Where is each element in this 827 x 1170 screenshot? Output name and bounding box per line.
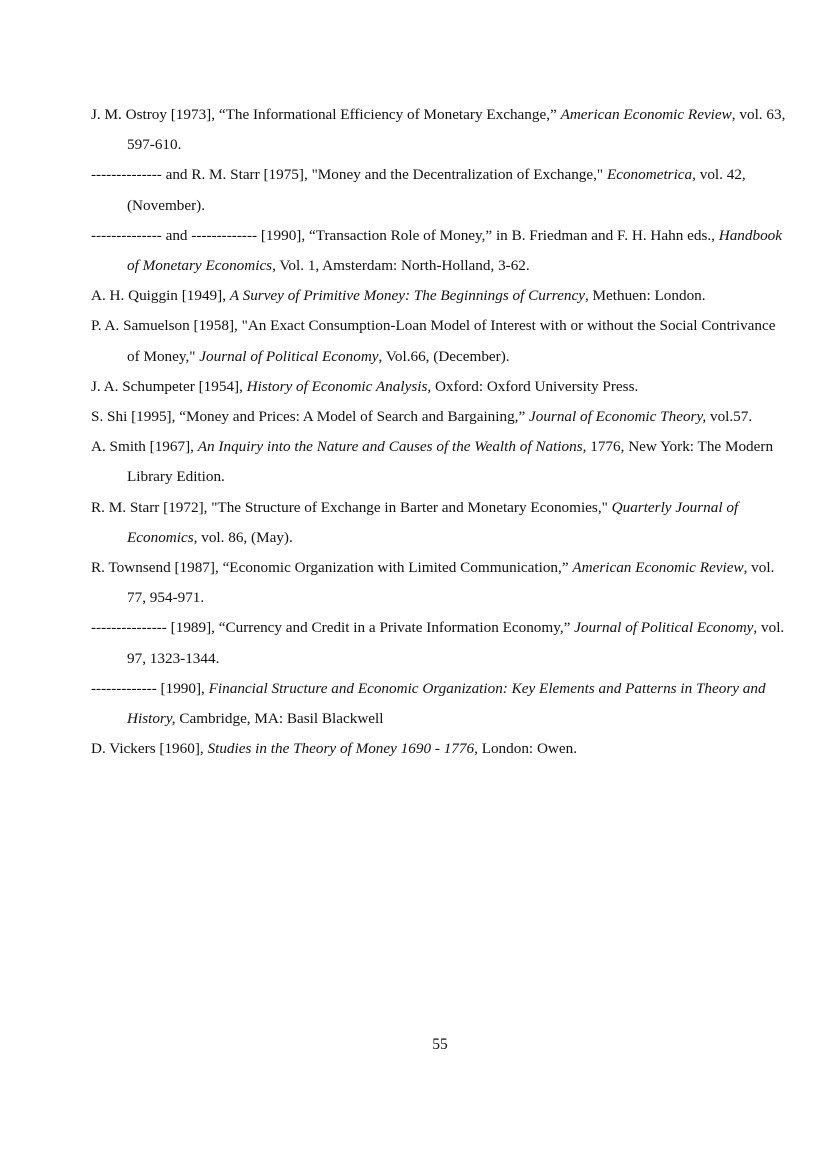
reference-title: “Transaction Role of Money,” in B. Friedman and F. H. Hahn eds., [308, 226, 715, 244]
reference-details: vol.57. [706, 408, 753, 426]
reference-journal: American Economic Review [560, 106, 732, 123]
reference-author: J. M. Ostroy [91, 106, 167, 123]
reference-year: [1987], [174, 559, 219, 577]
reference-list [91, 100, 791, 764]
reference-journal: An Inquiry into the Nature and Causes of the Wealth of Nations, [197, 438, 587, 456]
reference-author: --------------- [91, 619, 167, 637]
reference-journal: A Survey of Primitive Money: The Beginnings of Currency [229, 287, 585, 305]
reference-author: S. Shi [91, 408, 128, 426]
page-number: 55 [432, 1036, 448, 1053]
reference-entry [91, 613, 791, 673]
reference-entry [91, 372, 791, 402]
reference-entry [91, 311, 791, 371]
reference-year: [1949], [181, 287, 226, 305]
reference-author: D. Vickers [91, 740, 156, 758]
reference-details: , vol. 77, 954-971. [127, 559, 775, 607]
reference-journal: Financial Structure and Economic Organization: Key Elements and Patterns in Theory and History, [127, 679, 766, 728]
reference-year: [1973], [170, 106, 216, 123]
reference-details: , London: Owen. [474, 740, 578, 758]
reference-details: , Vol.66, (December). [378, 347, 510, 365]
reference-year: [1990], [160, 679, 205, 697]
reference-details: , vol. 97, 1323-1344. [127, 619, 785, 667]
reference-journal: Journal of Political Economy [574, 619, 754, 637]
reference-author: R. Townsend [91, 559, 171, 577]
reference-author: A. H. Quiggin [91, 287, 178, 305]
reference-entry [91, 100, 791, 160]
reference-journal: Journal of Economic Theory, [529, 408, 707, 426]
reference-author: R. M. Starr [91, 498, 160, 516]
reference-journal: Quarterly Journal of Economics [127, 498, 739, 546]
reference-entry [91, 734, 791, 764]
reference-entry [91, 674, 791, 734]
reference-details: vol. 42, (November). [127, 166, 746, 214]
reference-year: [1975], [263, 166, 308, 184]
reference-title: “Money and Prices: A Model of Search and Bargaining,” [179, 408, 526, 426]
reference-author: P. A. Samuelson [91, 317, 190, 335]
reference-details: Cambridge, MA: Basil Blackwell [175, 710, 384, 728]
reference-year: [1990], [260, 226, 306, 244]
reference-journal: Studies in the Theory of Money 1690 - 1776 [207, 740, 475, 758]
reference-entry [91, 432, 791, 492]
reference-year: [1989], [170, 619, 215, 637]
reference-year: [1995], [131, 408, 176, 426]
reference-details: , vol. 63, 597-610. [127, 106, 786, 154]
reference-year: [1958], [193, 317, 238, 335]
reference-author: -------------- and R. M. Starr [91, 166, 260, 184]
reference-journal: Econometrica, [606, 166, 696, 184]
reference-details: Oxford: Oxford University Press. [431, 377, 639, 395]
reference-entry [91, 553, 791, 613]
reference-year: [1960], [159, 740, 204, 758]
reference-title: "An Exact Consumption-Loan Model of Interest with or without the Social Contrivance of Money," [127, 317, 776, 365]
reference-entry [91, 493, 791, 553]
reference-entry [91, 402, 791, 432]
reference-entry [91, 160, 791, 220]
reference-entry [91, 281, 791, 311]
reference-details: , Vol. 1, Amsterdam: North-Holland, 3-62. [272, 257, 530, 275]
reference-author: J. A. Schumpeter [91, 377, 195, 395]
reference-title: “Currency and Credit in a Private Information Economy,” [218, 619, 571, 637]
reference-year: [1972], [163, 498, 208, 516]
reference-details: , vol. 86, (May). [193, 528, 293, 546]
reference-details: 1776, New York: The Modern Library Edition. [127, 438, 774, 486]
reference-journal: Journal of Political Economy [199, 347, 379, 365]
reference-author: ------------- [91, 679, 157, 697]
reference-title: “Economic Organization with Limited Communication,” [222, 559, 569, 577]
reference-title: "Money and the Decentralization of Exchange," [311, 166, 604, 184]
reference-journal: History of Economic Analysis, [246, 377, 432, 395]
reference-author: A. Smith [91, 438, 146, 456]
reference-journal: Handbook of Monetary Economics [127, 226, 783, 275]
reference-year: [1954], [198, 377, 243, 395]
reference-details: , Methuen: London. [584, 287, 706, 305]
reference-entry [91, 221, 791, 281]
reference-journal: American Economic Review [572, 559, 744, 577]
reference-year: [1967], [149, 438, 194, 456]
reference-title: "The Structure of Exchange in Barter and Monetary Economies," [211, 498, 608, 516]
reference-author: -------------- and ------------- [91, 226, 258, 244]
reference-title: “The Informational Efficiency of Monetary Exchange,” [218, 106, 557, 123]
